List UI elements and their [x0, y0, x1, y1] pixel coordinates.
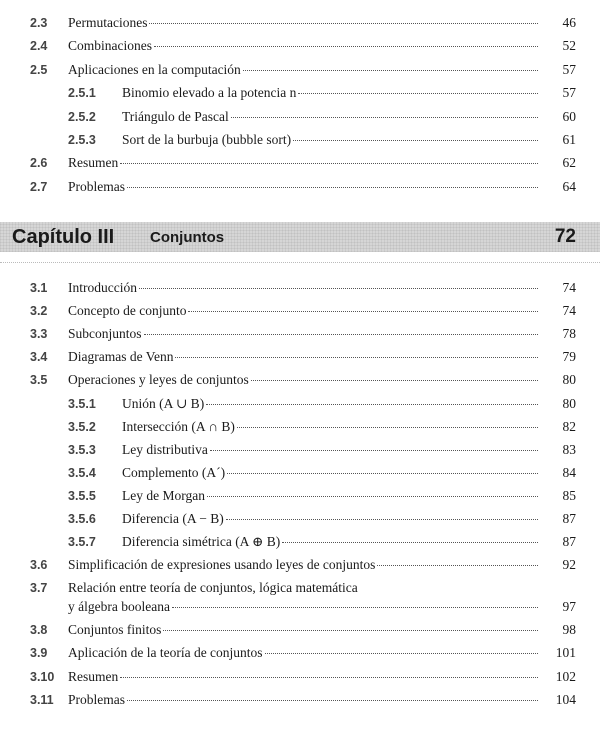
entry-title-wrap	[68, 666, 538, 688]
dot-leader	[298, 92, 538, 94]
section-number: 2.5	[30, 62, 48, 77]
entry-title-wrap	[122, 508, 538, 530]
section-number: 3.6	[30, 558, 48, 573]
toc-entry[interactable]	[0, 485, 600, 507]
dot-leader	[149, 22, 538, 24]
page-number: 57	[562, 61, 576, 77]
toc-entry[interactable]	[0, 416, 600, 438]
dot-leader	[188, 310, 538, 312]
section-number: 3.8	[30, 623, 48, 638]
dot-leader	[243, 69, 538, 71]
section-number: 3.4	[30, 350, 48, 365]
entry-title-wrap	[122, 393, 538, 415]
entry-title-wrap	[122, 531, 538, 553]
page-number: 87	[562, 511, 576, 526]
toc-entry[interactable]	[0, 277, 600, 299]
dot-leader	[207, 495, 538, 497]
toc-entry[interactable]	[0, 59, 600, 81]
entry-title: Simplificación de expresiones usando leyes de conjuntos	[68, 557, 376, 573]
entry-title-wrap	[68, 12, 538, 34]
chapter-title: Conjuntos	[150, 229, 225, 246]
page-number: 61	[562, 132, 576, 147]
toc-entry[interactable]	[0, 152, 600, 174]
entry-title-wrap	[68, 277, 538, 299]
entry-title: y álgebra booleana	[68, 599, 170, 615]
entry-title-wrap	[122, 462, 538, 484]
toc-entry[interactable]	[0, 689, 600, 711]
entry-title: Diagramas de Venn	[68, 349, 174, 365]
entry-title-wrap	[68, 689, 538, 711]
dot-leader	[226, 518, 538, 520]
entry-title-wrap	[68, 554, 538, 576]
section-number: 2.4	[30, 39, 48, 54]
entry-title: Diferencia (A − B)	[122, 511, 224, 526]
entry-title: Permutaciones	[68, 15, 148, 30]
dot-leader	[120, 162, 538, 164]
section-number: 2.7	[30, 179, 48, 194]
section-number: 3.5.5	[68, 488, 96, 503]
page-number: 79	[562, 349, 576, 365]
entry-title: Introducción	[68, 280, 137, 295]
toc-entry[interactable]	[0, 12, 600, 34]
chapter-page-number: 72	[554, 226, 576, 247]
toc-entry[interactable]	[0, 323, 600, 345]
entry-title: Diferencia simétrica (A ⊕ B)	[122, 534, 281, 550]
section-number: 3.5.3	[68, 442, 96, 457]
page-number: 92	[562, 557, 576, 573]
divider	[0, 262, 600, 263]
section-number: 2.5.2	[68, 109, 96, 124]
page-number: 52	[562, 38, 576, 54]
dot-leader	[127, 699, 538, 701]
page-number: 80	[562, 395, 576, 411]
entry-title: Sort de la burbuja (bubble sort)	[122, 132, 292, 147]
dot-leader	[231, 116, 538, 118]
toc-entry[interactable]	[0, 129, 600, 151]
page-number: 80	[562, 372, 576, 388]
page-number: 84	[562, 464, 576, 480]
page-number: 64	[562, 178, 576, 194]
dot-leader	[163, 629, 538, 631]
dot-leader	[377, 564, 538, 566]
section-number: 3.5.7	[68, 535, 96, 550]
entry-title: Aplicaciones en la computación	[68, 61, 241, 77]
page-number: 83	[562, 441, 576, 457]
toc-entry[interactable]	[0, 666, 600, 688]
entry-title: Problemas	[68, 691, 125, 707]
chapter-label: Capítulo III	[12, 226, 115, 248]
entry-title-wrap	[68, 176, 538, 198]
entry-title: Combinaciones	[68, 38, 152, 54]
toc-entry[interactable]	[0, 35, 600, 57]
page-number: 60	[562, 108, 576, 124]
dot-leader	[127, 186, 538, 188]
page-number: 57	[562, 85, 576, 101]
dot-leader	[210, 449, 538, 451]
toc-entry[interactable]	[0, 508, 600, 530]
entry-title: Intersección (A ∩ B)	[122, 418, 235, 434]
entry-title: Concepto de conjunto	[68, 303, 187, 319]
page-number: 101	[555, 645, 576, 661]
entry-title-wrap	[68, 152, 538, 174]
dot-leader	[293, 139, 538, 141]
entry-title: Resumen	[68, 155, 119, 171]
section-number: 3.2	[30, 304, 48, 319]
section-number: 3.1	[30, 281, 48, 295]
entry-title-wrap	[68, 596, 538, 618]
toc-entry[interactable]	[0, 106, 600, 128]
entry-title-wrap	[122, 416, 538, 438]
dot-leader	[265, 652, 538, 654]
entry-title-wrap	[68, 35, 538, 57]
toc-entry[interactable]	[0, 393, 600, 415]
entry-title-wrap	[68, 346, 538, 368]
toc-entry[interactable]	[0, 531, 600, 553]
page-number: 85	[562, 487, 576, 503]
entry-title-wrap	[122, 439, 538, 461]
entry-title-line1: Relación entre teoría de conjuntos, lógica matemática	[68, 580, 358, 596]
dot-leader	[251, 379, 538, 381]
entry-title: Complemento (A´)	[122, 464, 226, 480]
entry-title-wrap	[122, 485, 538, 507]
section-number: 3.5.4	[68, 465, 96, 480]
toc-entry[interactable]	[0, 346, 600, 368]
chapter-header[interactable]	[0, 222, 600, 252]
toc-entry[interactable]	[0, 642, 600, 664]
entry-title: Conjuntos finitos	[68, 622, 162, 638]
entry-title-wrap	[68, 323, 538, 345]
dot-leader	[175, 356, 538, 358]
toc-entry[interactable]	[0, 554, 600, 576]
entry-title-wrap	[122, 106, 538, 128]
page-number: 104	[555, 691, 576, 707]
entry-title: Ley distributiva	[122, 441, 208, 457]
page-number: 98	[562, 622, 576, 638]
page-number: 46	[562, 15, 576, 30]
entry-title: Binomio elevado a la potencia n	[122, 85, 297, 101]
dot-leader	[154, 45, 538, 47]
page-number: 62	[562, 155, 576, 171]
toc-entry[interactable]	[0, 300, 600, 322]
toc-entry[interactable]	[0, 619, 600, 641]
section-number: 3.5	[30, 373, 48, 388]
entry-title: Unión (A ∪ B)	[122, 395, 205, 411]
entry-title: Problemas	[68, 178, 125, 194]
entry-title: Ley de Morgan	[122, 487, 205, 503]
entry-title: Resumen	[68, 668, 119, 684]
entry-title: Triángulo de Pascal	[122, 108, 229, 124]
entry-title-wrap	[68, 59, 538, 81]
section-number: 2.5.1	[68, 86, 96, 101]
toc-entry[interactable]	[0, 82, 600, 104]
entry-title-wrap	[68, 369, 538, 391]
entry-title: Operaciones y leyes de conjuntos	[68, 372, 249, 388]
section-number: 2.3	[30, 16, 48, 30]
page-number: 74	[562, 303, 576, 319]
entry-title-wrap	[122, 129, 538, 151]
section-number: 3.5.1	[68, 396, 96, 411]
entry-title-wrap	[122, 82, 538, 104]
toc-entry[interactable]	[0, 369, 600, 391]
page-number: 97	[562, 599, 576, 615]
entry-title: Aplicación de la teoría de conjuntos	[68, 645, 263, 661]
dot-leader	[206, 403, 538, 405]
section-number: 3.5.6	[68, 512, 96, 526]
toc-entry[interactable]	[0, 462, 600, 484]
page-number: 78	[562, 326, 576, 342]
dot-leader	[172, 606, 538, 608]
dot-leader	[139, 287, 538, 289]
toc-entry[interactable]	[0, 439, 600, 461]
entry-title-wrap	[68, 642, 538, 664]
dot-leader	[227, 472, 538, 474]
section-number: 3.9	[30, 646, 48, 661]
toc-entry[interactable]	[0, 577, 600, 619]
section-number: 3.3	[30, 327, 48, 342]
toc-entry[interactable]	[0, 176, 600, 198]
page-number: 82	[562, 418, 576, 434]
entry-title-wrap	[68, 619, 538, 641]
entry-title: Subconjuntos	[68, 326, 142, 342]
page-number: 102	[555, 668, 576, 684]
section-number: 2.6	[30, 156, 48, 171]
section-number: 3.7	[30, 581, 48, 596]
dot-leader	[144, 333, 538, 335]
section-number: 3.10	[30, 669, 55, 684]
page-number: 87	[562, 534, 576, 550]
dot-leader	[282, 541, 538, 543]
dot-leader	[120, 676, 538, 678]
dot-leader	[237, 426, 538, 428]
section-number: 3.11	[30, 692, 54, 707]
entry-title-wrap	[68, 300, 538, 322]
section-number: 3.5.2	[68, 419, 96, 434]
section-number: 2.5.3	[68, 133, 96, 147]
page-number: 74	[562, 280, 576, 295]
